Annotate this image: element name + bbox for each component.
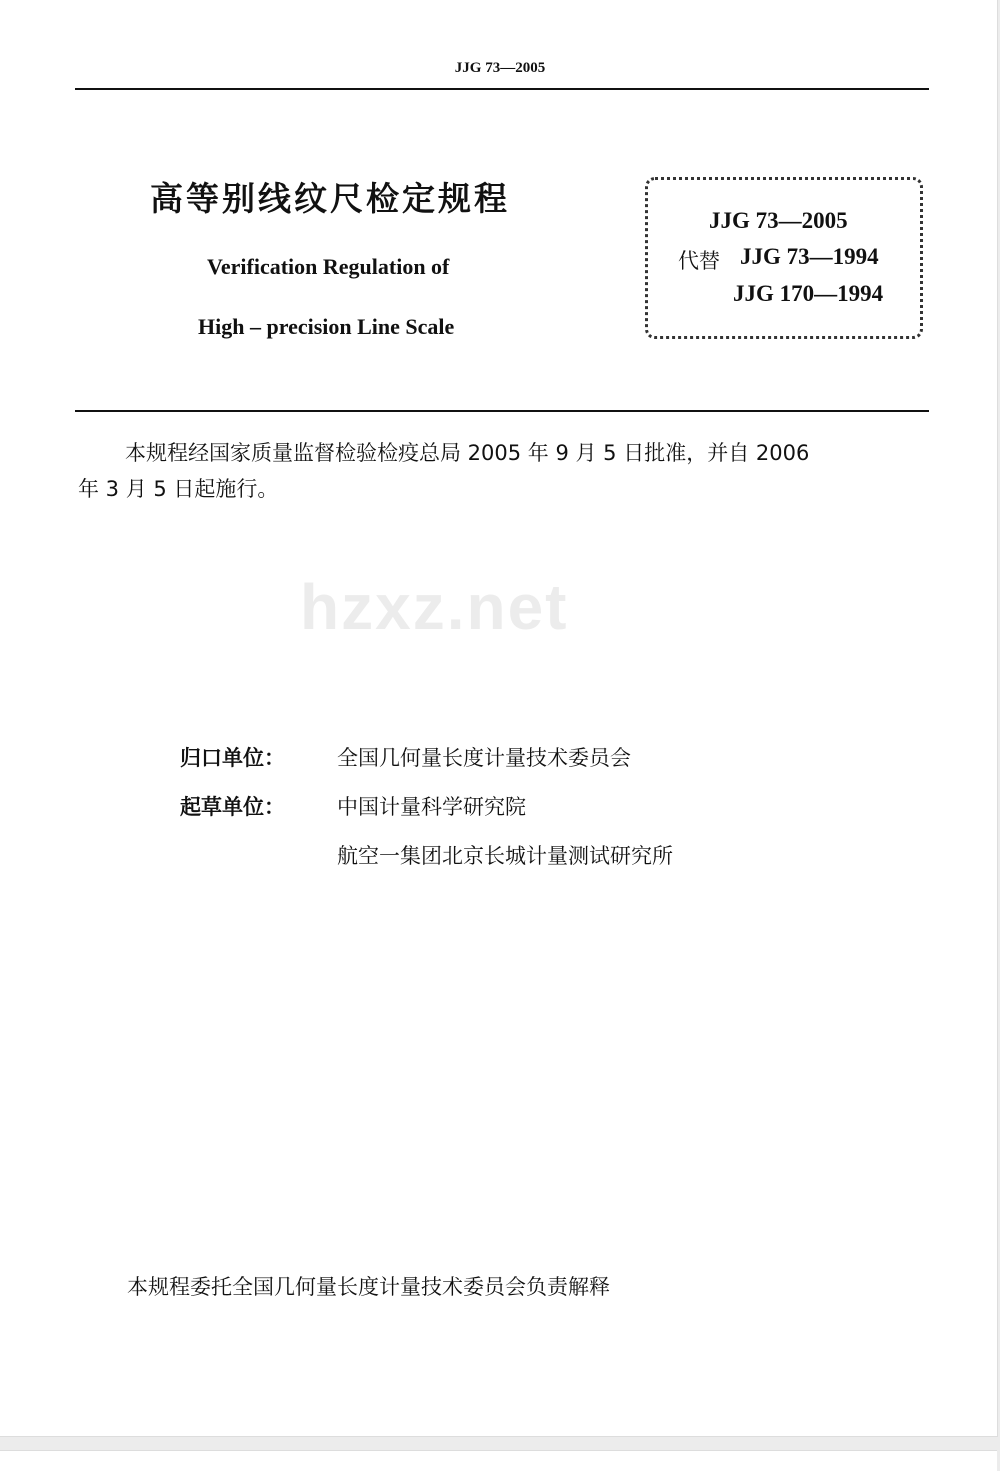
responsible-unit-label: 归口单位： [180,746,285,770]
standard-code: JJG 73—2005 [709,208,848,233]
title-english-line1: Verification Regulation of [207,254,450,279]
title-chinese: 高等别线纹尺检定规程 [150,179,510,218]
title-english-line2: High – precision Line Scale [198,314,455,339]
approval-line2: 年 3 月 5 日起施行。 [78,477,279,501]
replaced-code-2: JJG 170—1994 [733,281,884,306]
page-header-code: JJG 73—2005 [454,60,546,76]
replaced-code-1: JJG 73—1994 [740,244,879,269]
drafting-unit-label: 起草单位： [180,795,285,819]
title-rule [75,410,929,412]
responsible-unit-value: 全国几何量长度计量技术委员会 [337,746,631,770]
drafting-unit-value-2: 航空一集团北京长城计量测试研究所 [337,844,673,868]
watermark: hzxz.net [300,571,569,643]
interpretation-note: 本规程委托全国几何量长度计量技术委员会负责解释 [127,1275,610,1299]
header-rule [75,88,929,90]
drafting-unit-value-1: 中国计量科学研究院 [337,795,526,819]
approval-line1: 本规程经国家质量监督检验检疫总局 2005 年 9 月 5 日批准，并自 2006 [125,441,810,465]
replaces-label: 代替 [678,249,720,273]
next-page-edge [0,1450,997,1471]
